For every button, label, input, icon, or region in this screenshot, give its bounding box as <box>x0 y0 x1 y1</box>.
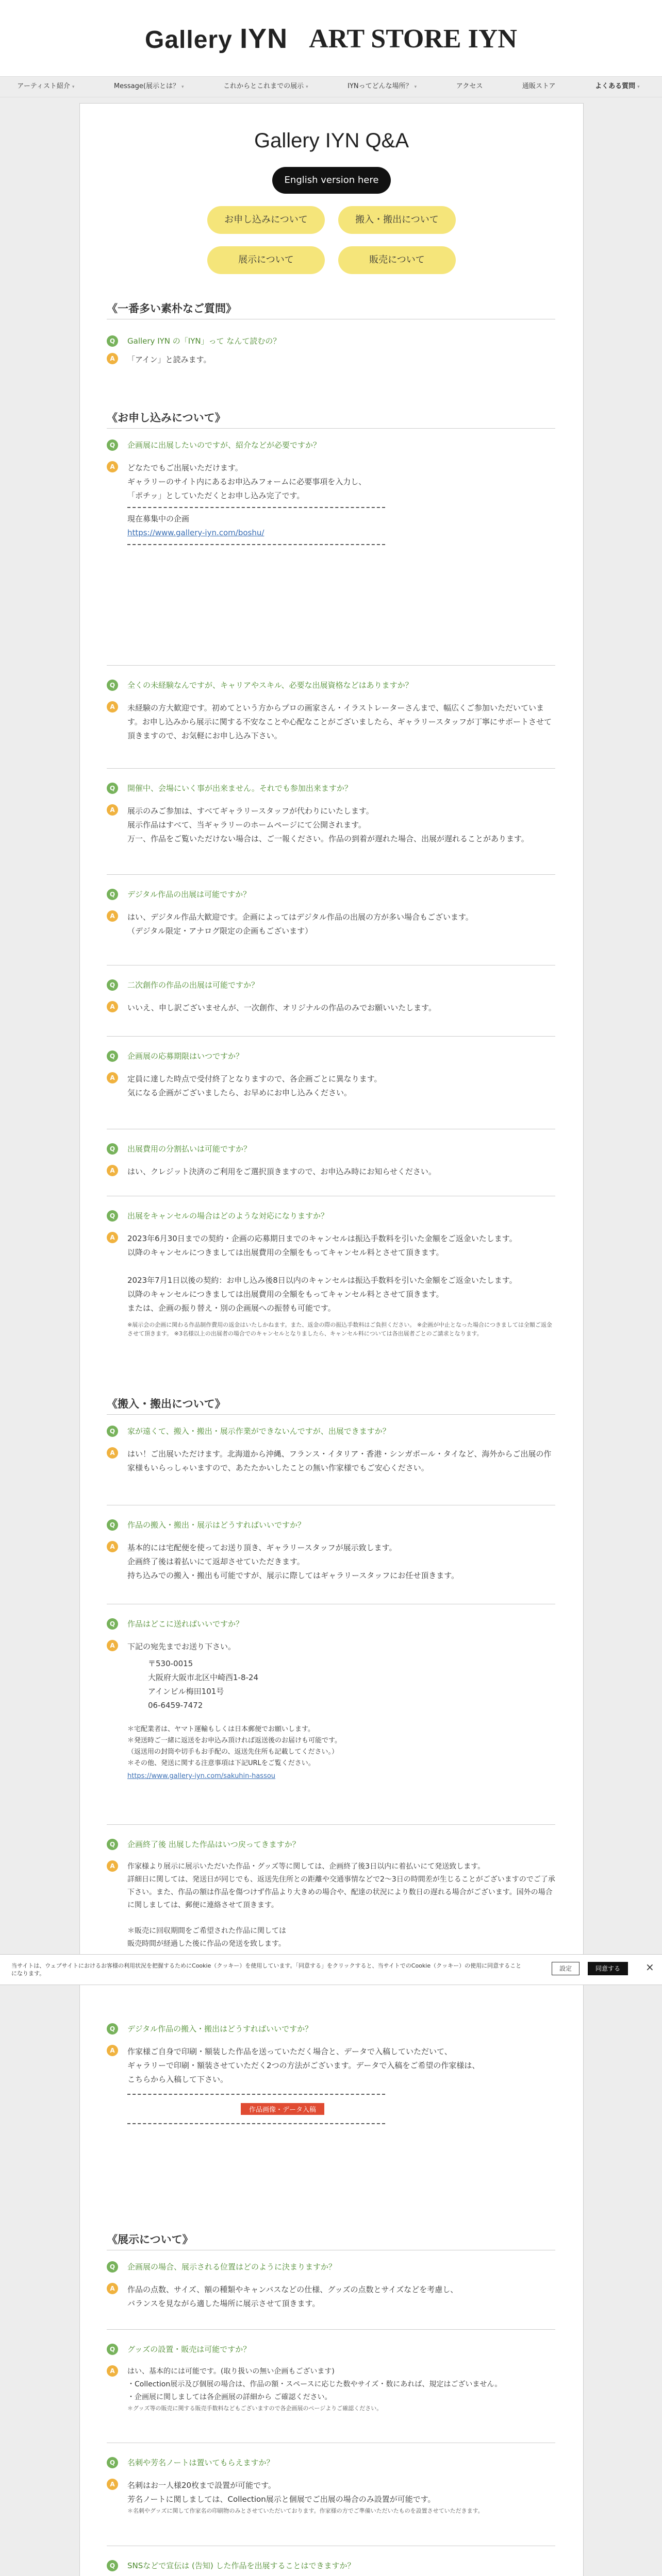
answer-text: 下記の宛先までお送り下さい。 <box>127 1642 236 1651</box>
q-badge-icon: Q <box>107 1426 118 1437</box>
qa-divider <box>107 2329 555 2330</box>
question-text: 全くの未経験なんですが、キャリアやスキル、必要な出展資格などはありますか？ <box>127 681 413 690</box>
question-row <box>107 335 555 347</box>
logo-art-store-iyn[interactable]: ART STORE IYN <box>309 24 517 54</box>
answer-text: はい、デジタル作品大歓迎です。企画によってはデジタル作品の出展の方が多い場合もございます。 （デジタル限定・アナログ限定の企画もございます） <box>127 912 473 936</box>
dashed-divider <box>127 544 385 545</box>
q-badge-icon: Q <box>107 2560 118 2571</box>
a-badge-icon: A <box>107 1001 118 1012</box>
nav-item-exhibitions[interactable]: これからとこれまでの展示 ▾ <box>223 82 308 90</box>
question-text: 作品はどこに送ればいいですか？ <box>127 1619 244 1629</box>
cookie-text: 当サイトは、ウェブサイトにおけるお客様の利用状況を把握するためにCookie（クッキー）を使用しています。「同意する」をクリックすると、当サイトでのCookie（クッキー）の使用に同意することになります。 <box>11 1962 522 1977</box>
answer-row <box>107 2365 555 2413</box>
question-row <box>107 1426 555 1437</box>
question-row <box>107 1050 555 1062</box>
chevron-down-icon: ▾ <box>414 84 417 90</box>
answer-text: はい、クレジット決済のご利用をご選択頂きますので、お申込み時にお知らせください。 <box>127 1167 436 1176</box>
answer-text: 作家様ご自身で印刷・額装した作品を送っていただく場合と、データで入稿していただいて、 ギャラリーで印刷・額装させていただく2つの方法がございます。データで入稿をご希望の作家様は、 こちらから入稿して下さい。 <box>127 2047 480 2084</box>
a-badge-icon: A <box>107 1541 118 1552</box>
a-badge-icon: A <box>107 1165 118 1176</box>
a-badge-icon: A <box>107 701 118 713</box>
answer-row <box>107 1860 555 1951</box>
answer-row <box>107 701 555 743</box>
category-sales-button[interactable]: 販売について <box>338 246 456 274</box>
a-badge-icon: A <box>107 1447 118 1459</box>
dashed-divider <box>127 2094 385 2095</box>
qa-item <box>107 2344 555 2413</box>
question-row <box>107 2261 555 2273</box>
nav-item-artists[interactable]: アーティスト紹介 ▾ <box>17 82 75 90</box>
q-badge-icon: Q <box>107 1519 118 1531</box>
answer-text: 「アイン」と読みます。 <box>127 355 211 364</box>
site-header <box>0 0 662 77</box>
q-badge-icon: Q <box>107 439 118 451</box>
q-badge-icon: Q <box>107 680 118 691</box>
answer-row <box>107 1541 555 1583</box>
a-badge-icon: A <box>107 2283 118 2294</box>
question-text: グッズの設置・販売は可能ですか？ <box>127 2345 251 2354</box>
a-badge-icon: A <box>107 353 118 364</box>
question-row <box>107 2344 555 2355</box>
qa-item <box>107 1210 555 1338</box>
nav-item-access[interactable]: アクセス <box>456 82 483 90</box>
answer-text: 展示のみご参加は、すべてギャラリースタッフが代わりにいたします。 展示作品はすべて、当ギャラリーのホームページにて公開されます。 万一、作品をご覧いただけない場合は、ご一報ください。作品の到着が遅れた場合、出展が遅れることがあります。 <box>127 806 529 843</box>
answer-text: 作家様より展示に展示いただいた作品・グッズ等に関しては、企画終了後3日以内に着払いにて発送致します。 詳細日に関しては、発送日が同じでも、返送先住所との距離や交通事情などで2〜3日の時間差が生じることがございますのでご了承下さい。また、作品の額は作品を傷つけず作品より大きめの場合や、配達の状況により数日の遅れる場合がございます。国外の場合に関しましては、郵便に連絡させて頂きます。 ＊販売に回収期間をご希望された作品に関しては 販売時間が経過した後に作品の発送を致します。 <box>127 1862 555 1948</box>
q-badge-icon: Q <box>107 979 118 991</box>
answer-text: はい、基本的には可能です。(取り扱いの無い企画もございます) ・Collection展示及び個展の場合は、作品の額・スペースに応じた数やサイズ・数にあれば、規定はございません。 ・企画展に関しましては各企画展の詳細から ご確認ください。 <box>127 2367 502 2401</box>
qa-item <box>107 783 555 846</box>
qa-card <box>79 103 584 2576</box>
answer-text: 名刺はお一人様20枚まで設置が可能です。 芳名ノートに関しましては、Collection展示と個展でご出展の場合のみ設置が可能です。 <box>127 2481 436 2504</box>
qa-item <box>107 1050 555 1100</box>
qa-divider <box>107 665 555 666</box>
section-title-application: 《お申し込みについて》 <box>107 412 226 424</box>
question-text: 家が遠くて、搬入・搬出・展示作業ができないんですが、出展できますか？ <box>127 1427 390 1436</box>
answer-row <box>107 1640 555 1783</box>
q-badge-icon: Q <box>107 1143 118 1155</box>
question-text: 作品の搬入・搬出・展示はどうすればいいですか？ <box>127 1520 306 1530</box>
chevron-down-icon: ▾ <box>181 84 184 90</box>
qa-item <box>107 979 555 1015</box>
answer-row <box>107 353 555 367</box>
qa-item <box>107 2023 555 2128</box>
namecard-notes: ＊名刺やグッズに関して作家名の印刷物のみとさせていただいております。作家様の方でご準備いただいたものを設置させていただきます。 <box>127 2507 484 2514</box>
dashed-divider <box>127 507 385 508</box>
chevron-down-icon: ▾ <box>306 84 308 90</box>
section-divider <box>107 1414 555 1415</box>
answer-row <box>107 910 555 938</box>
answer-text: 定員に達した時点で受付終了となりますので、各企画ごとに異なります。 気になる企画がございましたら、お早めにお申し込みください。 <box>127 1074 382 1097</box>
english-version-button[interactable]: English version here <box>272 167 391 194</box>
answer-text: はい！ご出展いただけます。北海道から沖縄、フランス・イタリア・香港・シンガポール・タイなど、海外からご出展の作家様もいらっしゃいますので、あたたかいしたことの無い作家様でもご安心ください。 <box>127 1449 552 1472</box>
goods-notes: ＊グッズ等の販売に関する販売手数料などもございますので各企画展のページよりご確認ください。 <box>127 2405 383 2412</box>
a-badge-icon: A <box>107 2045 118 2056</box>
recruitment-link[interactable]: https://www.gallery-iyn.com/boshu/ <box>127 528 264 537</box>
nav-item-faq[interactable]: よくある質問 ▾ <box>595 82 640 90</box>
delivery-address: 〒530-0015 大阪府大阪市北区中崎西1-8-24 アインビル梅田101号 06-6459-7472 <box>148 1659 259 1710</box>
q-badge-icon: Q <box>107 1618 118 1630</box>
question-row <box>107 680 555 691</box>
a-badge-icon: A <box>107 1640 118 1651</box>
a-badge-icon: A <box>107 1232 118 1243</box>
cookie-banner <box>0 1954 662 1985</box>
qa-item <box>107 439 555 549</box>
cookie-settings-button[interactable]: 設定 <box>552 1962 580 1975</box>
category-buttons-row-2 <box>80 246 583 274</box>
qa-item <box>107 1519 555 1583</box>
logos <box>0 23 662 55</box>
qa-item <box>107 2560 555 2576</box>
cancel-notes: ※展示会の企画に関わる作品制作費用の返金はいたしかねます。また、返金の際の振込手数料はご負担ください。 ※企画が中止となった場合につきましては全額ご返金させて頂きます。 ※3名様以上の出展者の場合でのキャンセルとなりましたら、キャンセル料については各出展者ごとのご請求となります。 <box>127 1321 552 1337</box>
category-application-button[interactable]: お申し込みについて <box>207 206 325 234</box>
qa-item <box>107 1426 555 1475</box>
qa-divider <box>107 1036 555 1037</box>
answer-text: 未経験の方大歓迎です。初めてという方からプロの画家さん・イラストレーターさんまで、幅広くご参加いただいています。お申し込みから展示に関する不安なことや心配なことがございましたら、ギャラリースタッフが丁寧にサポートさせて頂きますので、お気軽にお申し込み下さい。 <box>127 703 552 740</box>
page-title: Gallery IYN Q&A <box>254 129 409 152</box>
question-row <box>107 1143 555 1155</box>
qa-item <box>107 1143 555 1179</box>
question-row <box>107 1839 555 1850</box>
q-badge-icon: Q <box>107 2457 118 2468</box>
answer-row <box>107 804 555 846</box>
category-exhibition-button[interactable]: 展示について <box>207 246 325 274</box>
question-row <box>107 889 555 900</box>
section-title-delivery: 《搬入・搬出について》 <box>107 1398 226 1410</box>
qa-item <box>107 335 555 367</box>
answer-text: いいえ、申し訳ございませんが、一次創作、オリジナルの作品のみでお願いいたします。 <box>127 1003 436 1012</box>
section-title-faq-basic: 《一番多い素朴なご質問》 <box>107 302 237 315</box>
answer-row <box>107 2479 555 2515</box>
question-row <box>107 439 555 451</box>
question-text: 出展をキャンセルの場合はどのような対応になりますか？ <box>127 1211 329 1221</box>
qa-item <box>107 1839 555 1951</box>
section-title-exhibition: 《展示について》 <box>107 2233 193 2246</box>
answer-row <box>107 1001 555 1015</box>
delivery-info-link[interactable]: https://www.gallery-iyn.com/sakuhin-hassou <box>127 1772 276 1780</box>
q-badge-icon: Q <box>107 783 118 794</box>
a-badge-icon: A <box>107 2479 118 2490</box>
question-text: 企画展に出展したいのですが、紹介などが必要ですか？ <box>127 440 321 450</box>
q-badge-icon: Q <box>107 1210 118 1222</box>
qa-item <box>107 2457 555 2515</box>
close-icon[interactable]: × <box>646 1961 654 1973</box>
question-row <box>107 783 555 794</box>
question-text: 企画終了後 出展した作品はいつ戻ってきますか？ <box>127 1840 300 1849</box>
answer-row <box>107 1072 555 1100</box>
question-text: 開催中、会場にいく事が出来ません。それでも参加出来ますか？ <box>127 784 352 793</box>
question-row <box>107 979 555 991</box>
section-divider <box>107 428 555 429</box>
answer-row <box>107 1232 555 1338</box>
question-row <box>107 1210 555 1222</box>
a-badge-icon: A <box>107 2365 118 2377</box>
question-row <box>107 2457 555 2468</box>
dashed-divider <box>127 2123 385 2124</box>
question-text: 名刺や芳名ノートは置いてもらえますか？ <box>127 2458 274 2467</box>
question-text: Gallery IYN の「IYN」って なんて読むの？ <box>127 336 281 346</box>
chevron-down-icon: ▾ <box>72 84 75 90</box>
cookie-accept-button[interactable]: 同意する <box>588 1962 628 1975</box>
q-badge-icon: Q <box>107 2344 118 2355</box>
logo-gallery-iyn[interactable]: Gallery IYN <box>145 23 288 54</box>
question-text: 出展費用の分割払いは可能ですか？ <box>127 1144 252 1154</box>
a-badge-icon: A <box>107 1860 118 1872</box>
q-badge-icon: Q <box>107 1839 118 1850</box>
qa-item <box>107 2261 555 2311</box>
q-badge-icon: Q <box>107 2023 118 2035</box>
nav-item-about[interactable]: IYNってどんな場所？ ▾ <box>347 82 417 90</box>
qa-divider <box>107 1824 555 1825</box>
answer-row <box>107 2045 555 2124</box>
category-buttons-row-1 <box>80 206 583 234</box>
nav-item-store[interactable]: 通販ストア <box>522 82 556 90</box>
question-text: デジタル作品の出展は可能ですか？ <box>127 890 251 899</box>
q-badge-icon: Q <box>107 2261 118 2273</box>
question-text: SNSなどで宣伝は (告知) した作品を出展することはできますか？ <box>127 2561 355 2570</box>
main-nav <box>0 80 662 94</box>
answer-text: どなたでもご出展いただけます。 ギャラリーのサイト内にあるお申込みフォームに必要事項を入力し、 「ポチッ」としていただくとお申し込み完了です。 <box>127 463 367 500</box>
question-text: 二次創作の作品の出展は可能ですか？ <box>127 980 259 990</box>
answer-row <box>107 2283 555 2311</box>
a-badge-icon: A <box>107 461 118 472</box>
question-row <box>107 1519 555 1531</box>
delivery-notes: ＊宅配業者は、ヤマト運輸もしくは日本郵便でお願いします。 ＊発送時ご一緒に返送をお申込み頂ければ返送後のお届けも可能です。 （返送用の封筒や切手もお手配の、返送先住所も記載してください。） ＊その他、発送に関する注意事項は下記URLをご覧ください。 <box>127 1725 341 1767</box>
answer-text: 2023年6月30日までの契約・企画の応募期日までのキャンセルは振込手数料を引いた金額をご返金いたします。 以降のキャンセルにつきましては出展費用の全額をもってキャンセル料とさせて頂きます。 2023年7月1日以後の契約：お申し込み後8日以内のキャンセルは振込手数料を引いた金額をご返金いたします。 以降のキャンセルにつきましては出展費用の全額をもってキャンセル料とさせて頂きます。 または、企画の振り替え・別の企画展への振替も可能です。 <box>127 1234 517 1313</box>
nav-item-message[interactable]: Message(展示とは？ ▾ <box>113 82 184 90</box>
current-recruitment-label: 現在募集中の企画 <box>127 514 190 523</box>
question-text: 企画展の応募期限はいつですか？ <box>127 1052 244 1061</box>
chevron-down-icon: ▾ <box>637 84 640 90</box>
answer-text: 基本的には宅配便を使ってお送り頂き、ギャラリースタッフが展示致します。 企画終了後は着払いにて返却させていただきます。 持ち込みでの搬入・搬出も可能ですが、展示に際してはギャラリースタッフにお任せ頂きます。 <box>127 1543 459 1580</box>
question-text: 企画展の場合、展示される位置はどのように決まりますか？ <box>127 2262 337 2272</box>
a-badge-icon: A <box>107 804 118 816</box>
qa-divider <box>107 874 555 875</box>
answer-row <box>107 461 555 545</box>
q-badge-icon: Q <box>107 1050 118 1062</box>
qa-item <box>107 680 555 743</box>
a-badge-icon: A <box>107 910 118 922</box>
a-badge-icon: A <box>107 1072 118 1083</box>
question-row <box>107 2560 555 2571</box>
question-row <box>107 2023 555 2035</box>
qa-divider <box>107 768 555 769</box>
answer-text: 作品の点数、サイズ、額の種類やキャンバスなどの仕様、グッズの点数とサイズなどを考慮し、 バランスを見ながら適した場所に展示させて頂きます。 <box>127 2285 458 2308</box>
question-text: デジタル作品の搬入・搬出はどうすればいいですか？ <box>127 2024 313 2033</box>
answer-row <box>107 1165 555 1179</box>
qa-item <box>107 889 555 938</box>
q-badge-icon: Q <box>107 889 118 900</box>
answer-row <box>107 1447 555 1475</box>
data-upload-button[interactable]: 作品画像・データ入稿 <box>241 2103 324 2115</box>
question-row <box>107 1618 555 1630</box>
q-badge-icon: Q <box>107 335 118 347</box>
qa-item <box>107 1618 555 1783</box>
category-delivery-button[interactable]: 搬入・搬出について <box>338 206 456 234</box>
